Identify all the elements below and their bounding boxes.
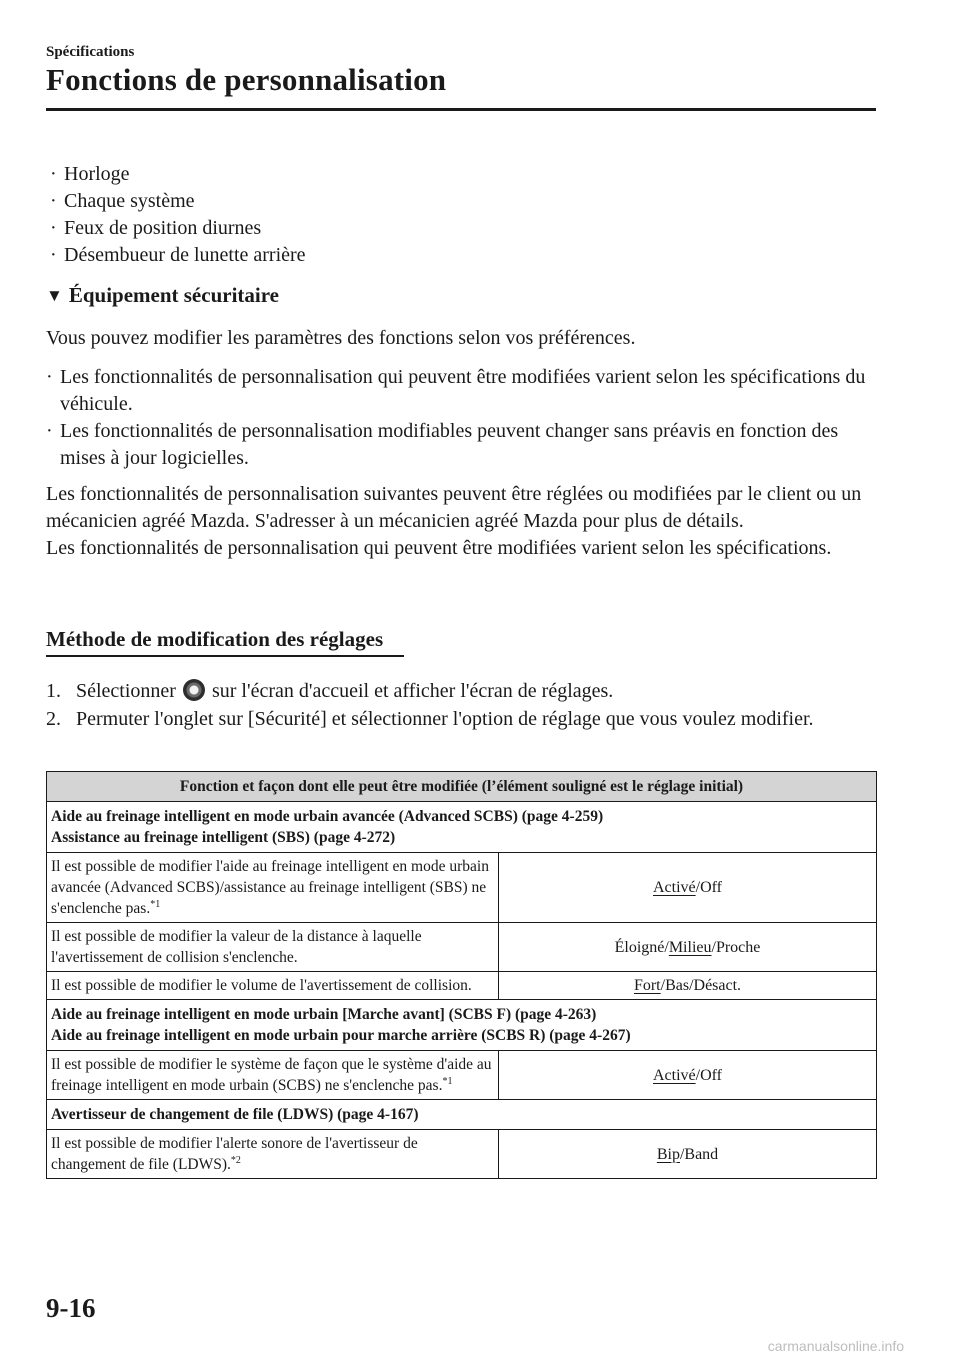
default-option: Activé [652,1066,696,1084]
bullet-dot: · [50,163,57,185]
list-item: · Les fonctionnalités de personnalisation qui peuvent être modifiées varient selon les spécifications du véhicule. [46,366,866,415]
body-paragraph-1: Les fonctionnalités de personnalisation suivantes peuvent être réglées ou modifiées par le client ou un mécanicien agréé Mazda. S'adresser à un mécanicien agréé Mazda pour plus de détails. [46,483,862,532]
watermark: carmanualsonline.info [767,1338,904,1354]
section-intro: Vous pouvez modifier les paramètres des fonctions selon vos préférences. [46,327,636,349]
bullet-dot: · [50,190,57,212]
table-cell-options: Éloigné/Milieu/Proche [499,923,877,972]
table-cell-options: Activé/Off [499,853,877,923]
list-item: · Chaque système [50,188,880,215]
table-cell-description: Il est possible de modifier le système de façon que le système d'aide au freinage intelligent en mode urbain (SCBS) ne s'enclenche pas.$^{*1}$ [47,1051,499,1100]
table-group-row [47,802,877,853]
table-cell-description: Il est possible de modifier l'alerte sonore de l'avertisseur de changement de file (LDWS).$^{*2}$ [47,1130,499,1179]
table-row [47,1051,877,1100]
table-group-title: Aide au freinage intelligent en mode urbain [Marche avant] (SCBS F) (page 4-263) Aide au freinage intelligent en mode urbain pour marche arrière (SCBS R) (page 4-267) [47,1000,877,1051]
footnote-mark: *1 [442,1076,453,1087]
table-cell-options: Activé/Off [499,1051,877,1100]
step-1: 1. Sélectionner sur l'écran d'accueil et afficher l'écran de réglages. [46,677,881,705]
page-title: Fonctions de personnalisation [46,62,447,97]
table-cell-description: Il est possible de modifier la valeur de la distance à laquelle l'avertissement de collision s'enclenche. [47,923,499,972]
default-option: Bip [656,1145,680,1163]
table-row [47,1130,877,1179]
table-row [47,923,877,972]
default-option: Activé [652,879,696,896]
header-divider [46,108,876,111]
list-item: · Feux de position diurnes [50,215,880,242]
table-group-title: Aide au freinage intelligent en mode urbain avancée (Advanced SCBS) (page 4-259) Assistance au freinage intelligent (SBS) (page 4-272) [47,802,877,853]
step-number: 2. [46,708,61,730]
settings-gear-icon [183,679,205,701]
triangle-down-icon: ▼ [46,286,63,305]
table-group-title: Avertisseur de changement de file (LDWS) (page 4-167) [47,1100,877,1130]
table-row [47,853,877,923]
bullet-dot: · [50,217,57,239]
bullet-dot: · [50,244,57,266]
method-heading: Méthode de modification des réglages [46,627,384,651]
steps-list [46,677,881,733]
footnote-mark: *2 [230,1155,241,1166]
intro-list [50,161,880,269]
body-paragraph-2: Les fonctionnalités de personnalisation qui peuvent être modifiées varient selon les spécifications. [46,537,832,559]
method-heading-underline [46,655,404,657]
table-row [47,972,877,1000]
table-group-row [47,1100,877,1130]
table-cell-description: Il est possible de modifier le volume de l'avertissement de collision. [47,972,499,1000]
step-2: 2. Permuter l'onglet sur [Sécurité] et sélectionner l'option de réglage que vous voulez modifier. [46,705,881,733]
header-section-label: Spécifications [46,44,135,60]
section-heading: ▼ Équipement sécuritaire [46,283,280,307]
list-item: · Désembueur de lunette arrière [50,242,880,269]
list-item: · Les fonctionnalités de personnalisation modifiables peuvent changer sans préavis en fonction des mises à jour logicielles. [46,420,839,469]
body-text [46,481,881,562]
default-option: Milieu [668,938,712,956]
bullet-dot: · [46,420,53,442]
table-group-row [47,1000,877,1051]
footnote-mark: *1 [150,899,161,910]
notes-list [46,364,881,472]
table-header: Fonction et façon dont elle peut être modifiée (l’élément souligné est le réglage initial) [47,772,877,802]
list-item: · Horloge [50,161,880,188]
default-option: Fort [633,977,661,994]
bullet-dot: · [46,366,53,388]
table-header-row [47,772,877,802]
table-cell-description: Il est possible de modifier l'aide au freinage intelligent en mode urbain avancée (Advanced SCBS)/assistance au freinage intelligent (SBS) ne s'enclenche pas.$^{*1}$ [47,853,499,923]
page-number: 9-16 [46,1293,96,1323]
table-cell-options: Fort/Bas/Désact. [499,972,877,1000]
settings-table [46,771,877,1179]
table-cell-options: Bip/Band [499,1130,877,1179]
step-number: 1. [46,680,61,702]
